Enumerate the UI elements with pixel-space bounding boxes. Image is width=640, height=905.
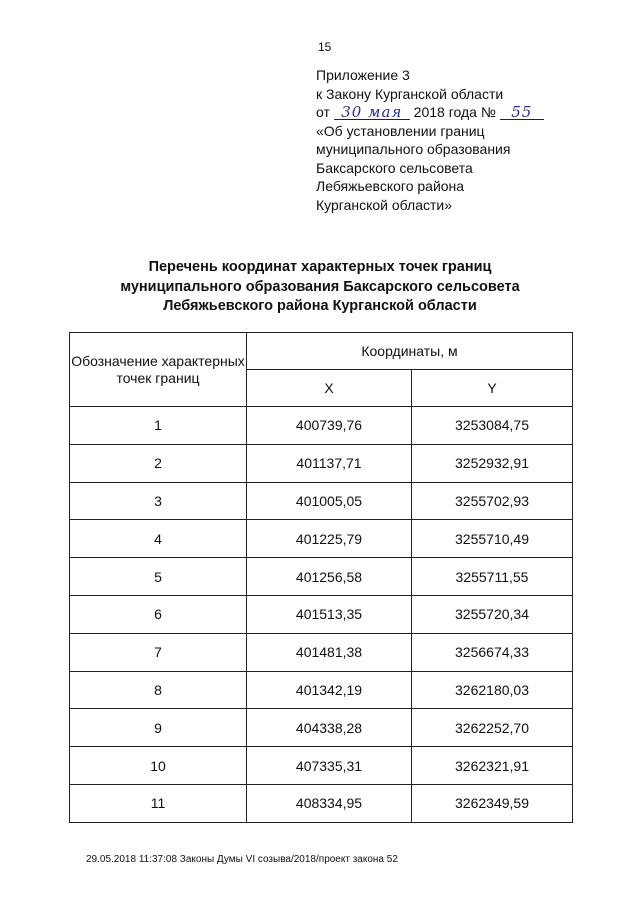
point-number-cell: 6 <box>70 595 247 633</box>
law-name-line-4: Лебяжьевского района <box>316 178 465 194</box>
header-point-label: Обозначение характерных точек границ <box>70 333 247 407</box>
handwritten-number: 55 <box>500 105 544 120</box>
table-row <box>70 482 573 520</box>
y-coordinate-cell: 3252932,91 <box>412 444 573 482</box>
table-row <box>70 784 573 822</box>
y-coordinate-cell: 3255702,93 <box>412 482 573 520</box>
y-coordinate-cell: 3262252,70 <box>412 709 573 747</box>
x-coordinate-cell: 401005,05 <box>247 482 412 520</box>
point-number-cell: 4 <box>70 520 247 558</box>
point-number-cell: 11 <box>70 784 247 822</box>
law-name-line-3: Баксарского сельсовета <box>316 159 473 176</box>
y-coordinate-cell: 3262321,91 <box>412 747 573 785</box>
coordinates-table <box>69 332 573 823</box>
table-row <box>70 633 573 671</box>
point-number-cell: 9 <box>70 709 247 747</box>
law-name-line-1: «Об установлении границ <box>316 122 485 139</box>
law-name-line-2: муниципального образования <box>316 141 511 157</box>
table-row <box>70 671 573 709</box>
title-line-3: Лебяжьевского района Курганской области <box>163 298 477 314</box>
x-coordinate-cell: 408334,95 <box>247 784 412 822</box>
table-row <box>70 747 573 785</box>
point-number-cell: 5 <box>70 558 247 596</box>
header-x: X <box>247 370 412 407</box>
x-coordinate-cell: 401225,79 <box>247 520 412 558</box>
document-title <box>0 258 640 317</box>
handwritten-date: 30 мая <box>334 105 410 120</box>
appendix-title: Приложение 3 <box>316 67 410 83</box>
footer-path: 29.05.2018 11:37:08 Законы Думы VI созыва/2018/проект закона 52 <box>86 854 398 865</box>
point-number-cell: 8 <box>70 671 247 709</box>
point-number-cell: 2 <box>70 444 247 482</box>
law-name-line-5: Курганской области» <box>316 196 453 213</box>
y-coordinate-cell: 3255711,55 <box>412 558 573 596</box>
x-coordinate-cell: 401513,35 <box>247 595 412 633</box>
table-row <box>70 407 573 445</box>
x-coordinate-cell: 401256,58 <box>247 558 412 596</box>
point-number-cell: 3 <box>70 482 247 520</box>
table-row <box>70 595 573 633</box>
x-coordinate-cell: 401342,19 <box>247 671 412 709</box>
header-y: Y <box>412 370 573 407</box>
y-coordinate-cell: 3262180,03 <box>412 671 573 709</box>
table-row <box>70 444 573 482</box>
table-row <box>70 558 573 596</box>
x-coordinate-cell: 401137,71 <box>247 444 412 482</box>
x-coordinate-cell: 401481,38 <box>247 633 412 671</box>
point-number-cell: 10 <box>70 747 247 785</box>
title-line-2: муниципального образования Баксарского сельсовета <box>120 278 520 295</box>
page-number: 15 <box>318 40 332 54</box>
appendix-header <box>316 66 544 214</box>
appendix-date-line <box>316 103 544 122</box>
y-coordinate-cell: 3256674,33 <box>412 633 573 671</box>
header-coordinates: Координаты, м <box>247 333 573 370</box>
from-prefix: от <box>316 104 330 120</box>
point-number-cell: 1 <box>70 407 247 445</box>
title-line-1: Перечень координат характерных точек границ <box>148 259 492 275</box>
table-row <box>70 709 573 747</box>
y-coordinate-cell: 3255720,34 <box>412 595 573 633</box>
y-coordinate-cell: 3253084,75 <box>412 407 573 445</box>
y-coordinate-cell: 3255710,49 <box>412 520 573 558</box>
year-text: 2018 года № <box>413 104 496 120</box>
table-row <box>70 520 573 558</box>
point-number-cell: 7 <box>70 633 247 671</box>
x-coordinate-cell: 404338,28 <box>247 709 412 747</box>
y-coordinate-cell: 3262349,59 <box>412 784 573 822</box>
x-coordinate-cell: 400739,76 <box>247 407 412 445</box>
appendix-law-ref: к Закону Курганской области <box>316 85 504 102</box>
x-coordinate-cell: 407335,31 <box>247 747 412 785</box>
